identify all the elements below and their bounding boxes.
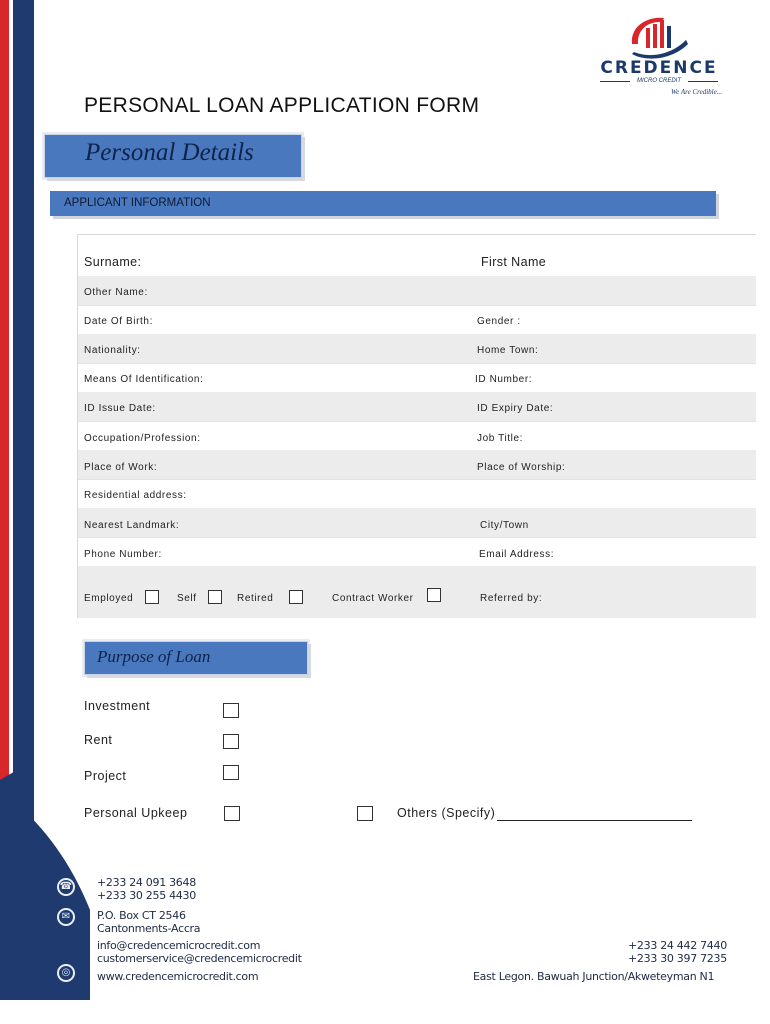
row-other-name [78,276,756,306]
form-title: PERSONAL LOAN APPLICATION FORM [84,94,480,117]
others-specify-label: Others (Specify) [397,806,496,820]
rent-checkbox[interactable] [223,734,239,749]
phone-line-4: +233 30 397 7235 [628,952,727,965]
row-landmark [78,508,756,538]
place-of-work-field[interactable]: Place of Work: [84,462,158,473]
applicant-information-label: APPLICANT INFORMATION [64,197,211,209]
row-occupation [78,421,756,451]
means-of-identification-field[interactable]: Means Of Identification: [84,374,204,385]
occupation-field[interactable]: Occupation/Profession: [84,433,201,444]
place-of-worship-field[interactable]: Place of Worship: [477,462,566,473]
gender-field[interactable]: Gender : [477,316,521,327]
email-customer-service: customerservice@credencemicrocredit [97,952,302,965]
logo-tagline: We Are Credible... [670,88,722,96]
nationality-field[interactable]: Nationality: [84,345,141,356]
rent-label: Rent [84,733,113,747]
others-specify-input[interactable] [497,820,692,821]
referred-by-field[interactable]: Referred by: [480,593,543,604]
phone-line-1: +233 24 091 3648 [97,876,196,889]
phone-line-2: +233 30 255 4430 [97,889,196,902]
employed-checkbox[interactable] [145,590,159,604]
personal-details-heading [44,134,302,178]
row-surname [78,235,756,277]
self-label: Self [177,593,197,604]
footer-wave [0,790,90,1000]
row-phone [78,537,756,567]
logo-rule-right [688,81,718,82]
personal-upkeep-checkbox[interactable] [224,806,240,821]
id-number-field[interactable]: ID Number: [475,374,533,385]
first-name-field[interactable]: First Name [481,255,547,269]
others-checkbox[interactable] [357,806,373,821]
globe-icon: ◎ [57,964,75,982]
row-identification [78,363,756,393]
purpose-of-loan-label: Purpose of Loan [97,647,211,666]
website: www.credencemicrocredit.com [97,970,259,983]
retired-label: Retired [237,593,274,604]
office-address: East Legon. Bawuah Junction/Akweteyman N1 [473,970,715,983]
other-name-field[interactable]: Other Name: [84,287,148,298]
row-residential [78,479,756,509]
surname-field[interactable]: Surname: [84,255,142,269]
investment-checkbox[interactable] [223,703,239,718]
id-issue-date-field[interactable]: ID Issue Date: [84,403,156,414]
logo-sub-text: MICRO CREDIT [637,78,681,84]
logo-rule-left [600,81,630,82]
purpose-of-loan-heading [84,641,308,675]
self-checkbox[interactable] [208,590,222,604]
contract-worker-checkbox[interactable] [427,588,441,602]
row-employment [78,566,756,618]
contract-worker-label: Contract Worker [332,593,414,604]
logo-brand-name: CREDENCE [600,58,718,78]
phone-number-field[interactable]: Phone Number: [84,549,162,560]
investment-label: Investment [84,699,151,713]
employed-label: Employed [84,593,134,604]
po-box-line-2: Cantonments-Accra [97,922,201,935]
row-dob [78,305,756,335]
logo-mark-icon [626,14,690,60]
po-box-line-1: P.O. Box CT 2546 [97,909,186,922]
personal-upkeep-label: Personal Upkeep [84,806,188,820]
row-workplace [78,450,756,480]
row-nationality [78,334,756,364]
home-town-field[interactable]: Home Town: [477,345,539,356]
credence-logo [592,14,726,98]
job-title-field[interactable]: Job Title: [477,433,524,444]
mail-icon: ✉ [57,908,75,926]
project-label: Project [84,769,127,783]
retired-checkbox[interactable] [289,590,303,604]
applicant-fields [77,234,756,618]
personal-details-label: Personal Details [85,139,254,166]
residential-address-field[interactable]: Residential address: [84,490,187,501]
city-town-field[interactable]: City/Town [480,520,529,531]
row-id-dates [78,392,756,422]
email-info: info@credencemicrocredit.com [97,939,261,952]
id-expiry-date-field[interactable]: ID Expiry Date: [477,403,554,414]
date-of-birth-field[interactable]: Date Of Birth: [84,316,153,327]
project-checkbox[interactable] [223,765,239,780]
nearest-landmark-field[interactable]: Nearest Landmark: [84,520,180,531]
phone-line-3: +233 24 442 7440 [628,939,727,952]
applicant-information-bar [50,191,716,216]
phone-icon: ☎ [57,878,75,896]
email-address-field[interactable]: Email Address: [479,549,555,560]
